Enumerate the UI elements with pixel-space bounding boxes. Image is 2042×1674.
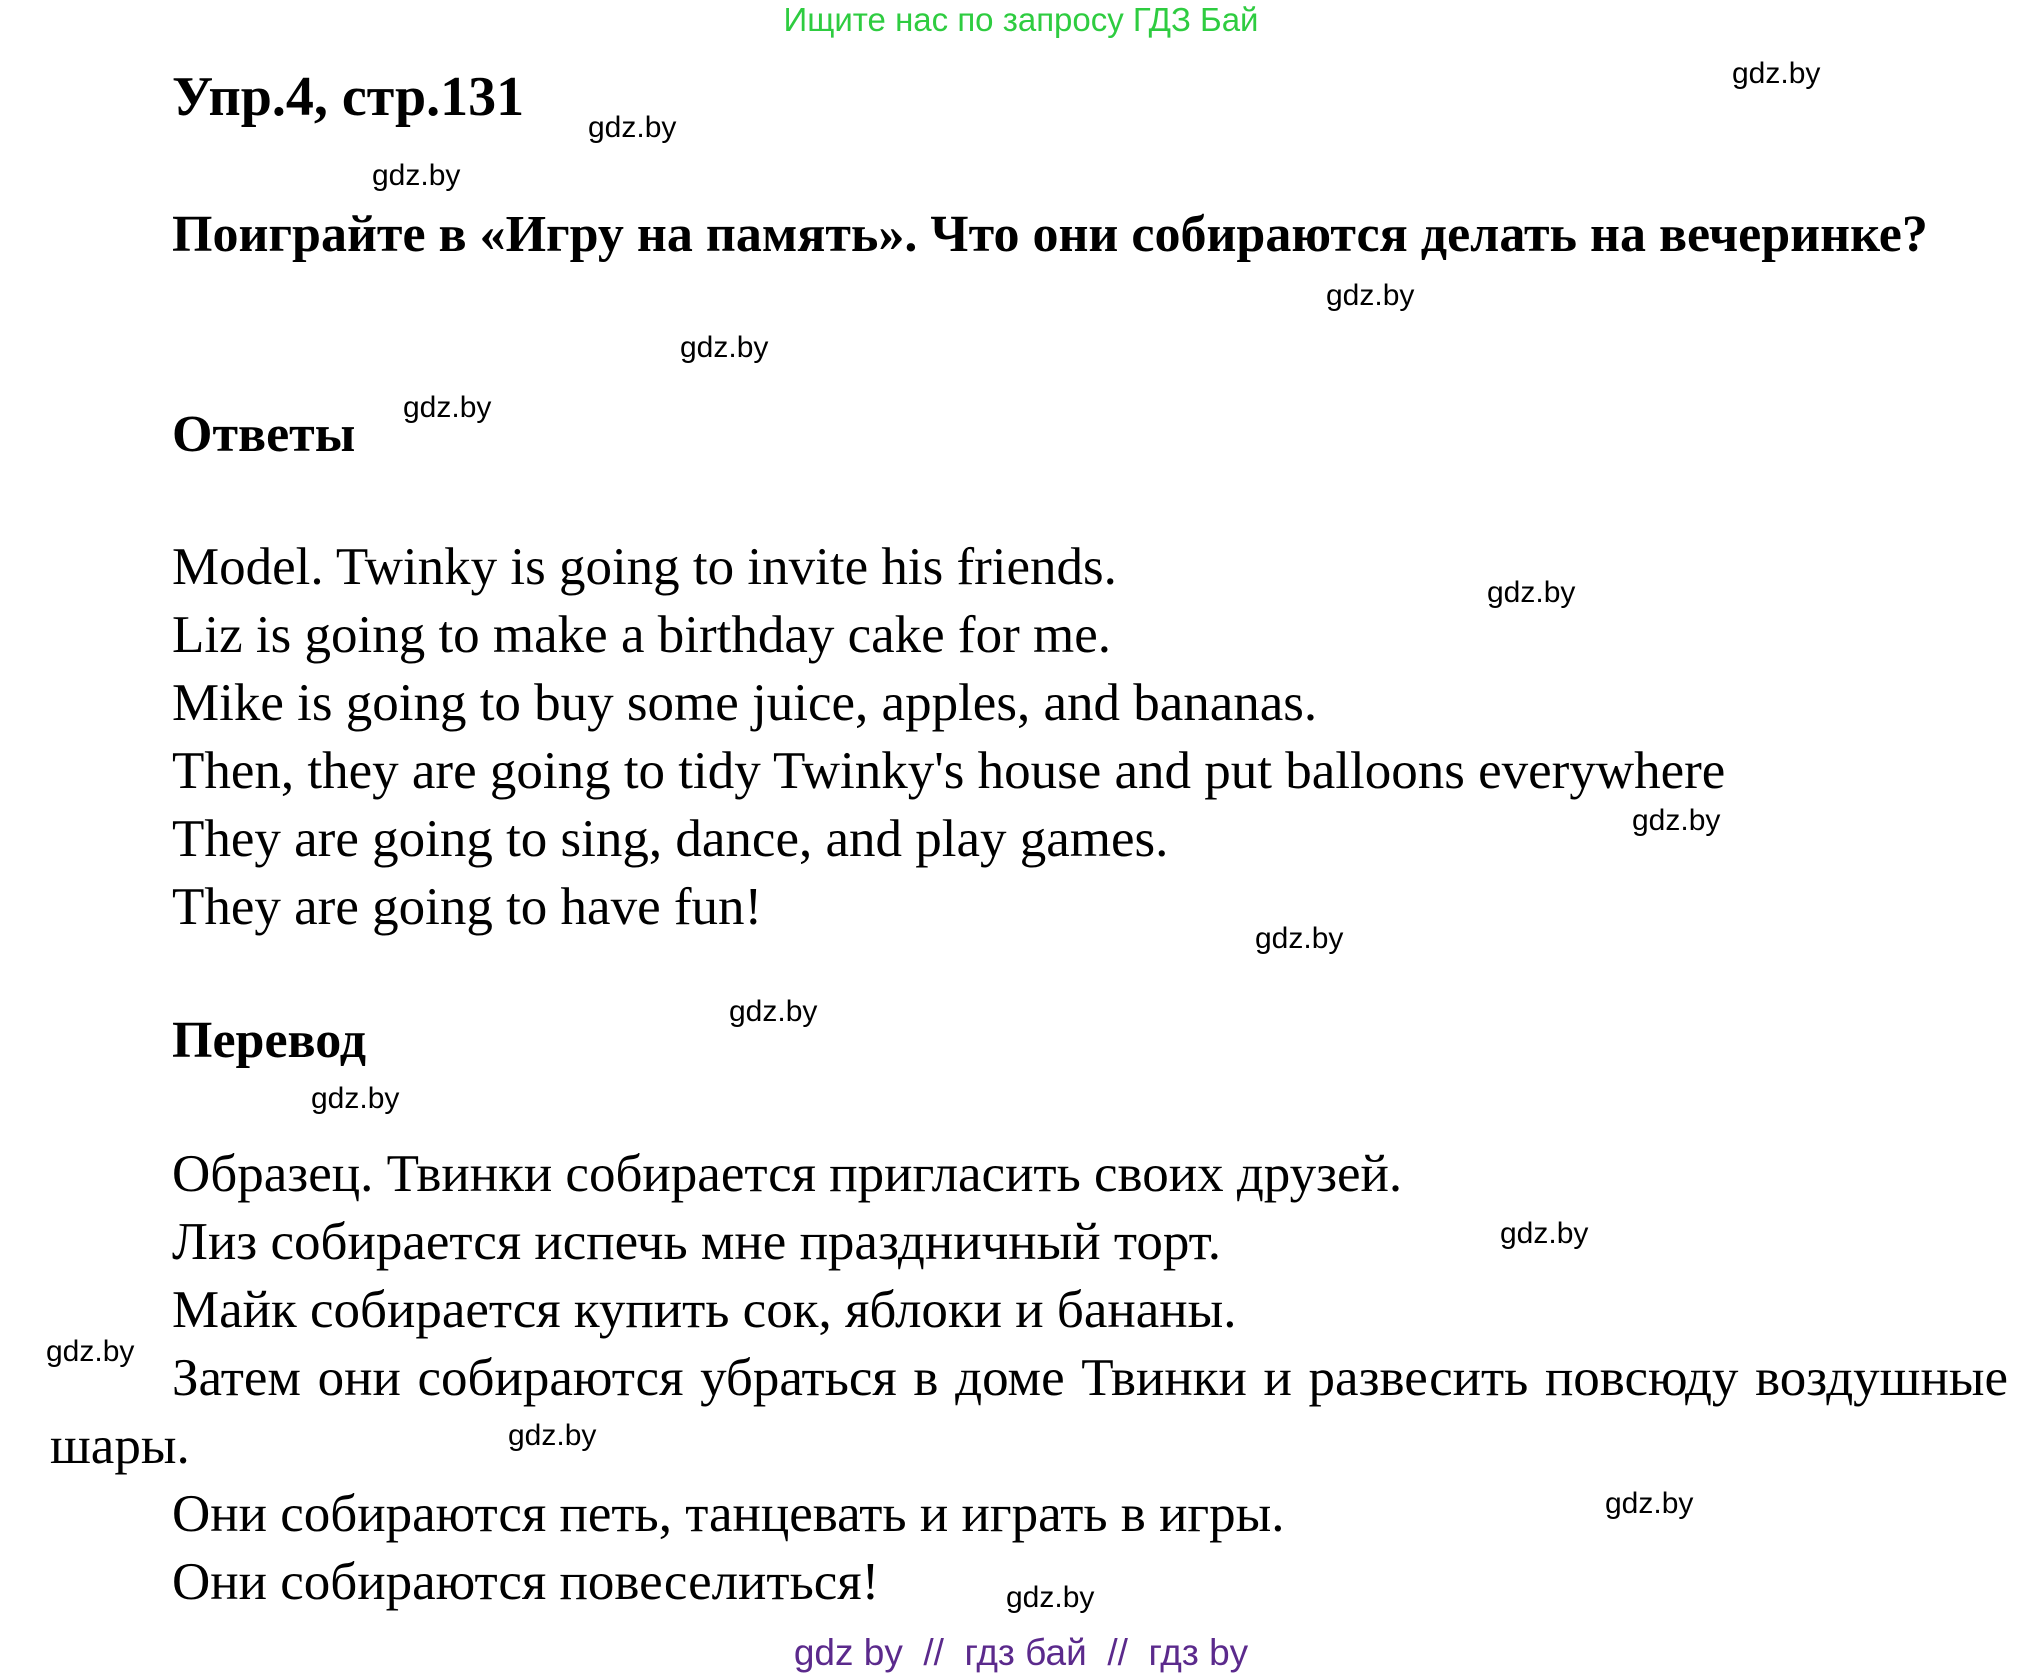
answer-line: Liz is going to make a birthday cake for me. [172,606,1111,664]
watermark: gdz.by [1006,1581,1095,1614]
translation-line: Майк собирается купить сок, яблоки и бананы. [172,1281,1237,1339]
footer-links[interactable]: gdz by // гдз бай // гдз by [793,1632,1249,1673]
watermark: gdz.by [403,391,492,424]
answer-line: They are going to have fun! [172,878,763,936]
task-text: Поиграйте в «Игру на память». Что они собираются делать на вечеринке? [172,206,1928,263]
page-title: Упр.4, стр.131 [172,66,525,128]
answer-line: Mike is going to buy some juice, apples, and bananas. [172,674,1318,732]
translation-line: Лиз собирается испечь мне праздничный торт. [172,1213,1222,1271]
answers-heading: Ответы [172,406,356,463]
watermark: gdz.by [1732,57,1821,90]
watermark: gdz.by [680,331,769,364]
watermark: gdz.by [1632,804,1721,837]
translation-line: Затем они собираются убраться в доме Твинки и развесить повсюду воздушные шары. [50,1349,2008,1475]
watermark: gdz.by [311,1082,400,1115]
watermark: gdz.by [508,1419,597,1452]
translation-heading: Перевод [172,1012,367,1069]
answer-line: Model. Twinky is going to invite his friends. [172,538,1117,596]
watermark: gdz.by [46,1335,135,1368]
answer-line: Then, they are going to tidy Twinky's house and put balloons everywhere [172,742,1726,800]
watermark: gdz.by [588,111,677,144]
translation-line: Образец. Твинки собирается пригласить своих друзей. [172,1145,1403,1203]
answer-line: They are going to sing, dance, and play games. [172,810,1169,868]
watermark: gdz.by [1255,922,1344,955]
watermark: gdz.by [372,159,461,192]
watermark: gdz.by [1326,279,1415,312]
translation-list [50,1140,2008,1616]
header-search-link[interactable]: Ищите нас по запросу ГДЗ Бай [783,1,1259,38]
watermark: gdz.by [1500,1217,1589,1250]
answers-list [50,533,2008,941]
watermark: gdz.by [1605,1487,1694,1520]
translation-line: Они собираются петь, танцевать и играть в игры. [172,1485,1285,1543]
watermark: gdz.by [1487,576,1576,609]
watermark: gdz.by [729,995,818,1028]
translation-line: Они собираются повеселиться! [172,1553,880,1611]
